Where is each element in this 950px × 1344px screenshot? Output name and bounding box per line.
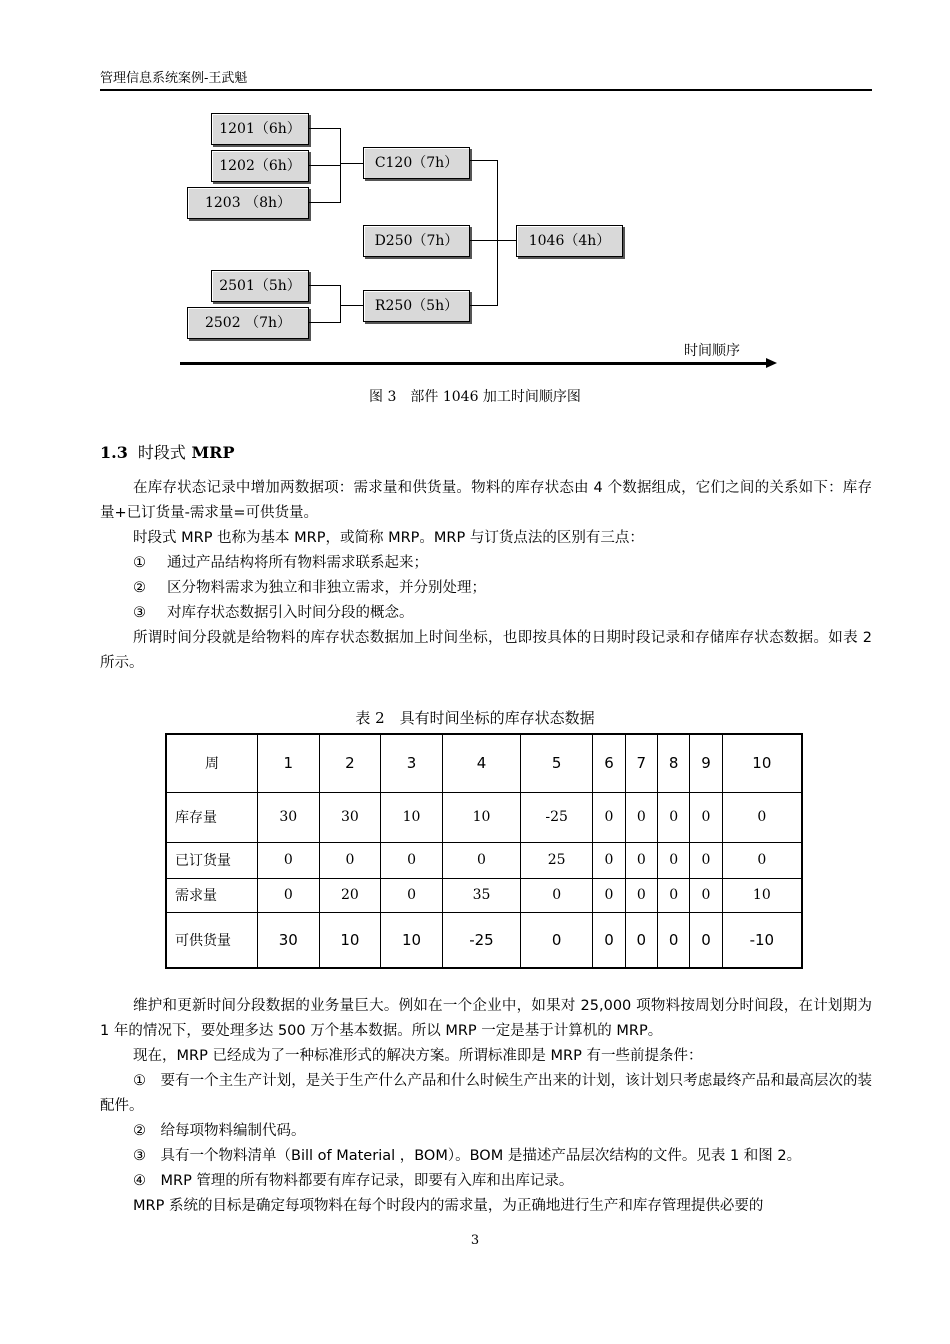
list-item: ④ MRP 管理的所有物料都要有库存记录，即要有入库和出库记录。 (133, 1173, 574, 1189)
connector-line (340, 163, 363, 164)
node-1046: 1046（4h） (516, 225, 623, 257)
table-cell: 10 (722, 878, 802, 912)
table-cell: 0 (381, 842, 443, 878)
table-cell: 0 (690, 842, 722, 878)
list-item: ③ 具有一个物料清单（Bill of Material ，BOM）。BOM 是描述产品层次结构的文件。见表 1 和图 2。 (133, 1148, 802, 1164)
table-header-cell: 2 (319, 734, 381, 792)
table-header-cell: 6 (593, 734, 625, 792)
table-header-cell: 7 (625, 734, 657, 792)
connector-line (340, 285, 341, 323)
node-R250: R250（5h） (363, 290, 470, 322)
figure-caption: 图 3 部件 1046 加工时间顺序图 (369, 389, 581, 405)
node-1203: 1203 （8h） (187, 187, 309, 219)
table-cell: 30 (258, 912, 320, 968)
connector-line (497, 160, 498, 306)
table-cell: 30 (319, 792, 381, 842)
table-cell: 10 (319, 912, 381, 968)
table-header-cell: 5 (521, 734, 593, 792)
paragraph: 在库存状态记录中增加两数据项：需求量和供货量。物料的库存状态由 4 个数据组成，它们之间的关系如下：库存量+已订货量-需求量=可供货量。 (100, 480, 872, 521)
table-cell: 0 (521, 878, 593, 912)
paragraph: 所谓时间分段就是给物料的库存状态数据加上时间坐标，也即按具体的日期时段记录和存储库存状态数据。如表 2 所示。 (100, 630, 872, 671)
connector-line (470, 240, 516, 241)
table-cell: 0 (593, 842, 625, 878)
node-1202: 1202（6h） (211, 150, 309, 182)
section-heading (100, 440, 234, 463)
table-cell: 0 (258, 842, 320, 878)
connector-line (309, 322, 341, 323)
list-item: ① 要有一个主生产计划，是关于生产什么产品和什么时候生产出来的计划，该计划只考虑最终产品和最高层次的装配件。 (100, 1073, 872, 1114)
table-cell: 0 (722, 842, 802, 878)
connector-line (309, 285, 341, 286)
inventory-status-table (165, 733, 803, 969)
table-cell: 0 (593, 912, 625, 968)
paragraph: 维护和更新时间分段数据的业务量巨大。例如在一个企业中，如果对 25,000 项物料按周划分时间段，在计划期为 1 年的情况下，要处理多达 500 万个基本数据。所以 MRP 一定是基于计算机的 MRP。 (100, 998, 872, 1039)
table-cell: 10 (381, 912, 443, 968)
table-cell: 0 (625, 842, 657, 878)
connector-line (309, 128, 341, 129)
arrow-head-icon (766, 358, 777, 368)
section-number: 1.3 (100, 443, 128, 462)
table-cell: -25 (442, 912, 520, 968)
connector-line (309, 202, 341, 203)
node-1201: 1201（6h） (211, 113, 309, 145)
table-header-cell: 8 (657, 734, 689, 792)
row-label: 需求量 (166, 878, 258, 912)
connector-line (340, 128, 341, 203)
table-cell: 0 (625, 792, 657, 842)
paragraph: 时段式 MRP 也称为基本 MRP，或简称 MRP。MRP 与订货点法的区别有三点： (133, 530, 644, 546)
table-cell: 0 (319, 842, 381, 878)
table-caption: 表 2 具有时间坐标的库存状态数据 (355, 709, 595, 727)
list-item: ② 给每项物料编制代码。 (133, 1123, 306, 1139)
table-header-row (166, 734, 802, 792)
table-cell: 0 (381, 878, 443, 912)
time-axis-arrow (180, 362, 768, 365)
table-cell: 0 (258, 878, 320, 912)
table-cell: 0 (690, 792, 722, 842)
node-D250: D250（7h） (363, 225, 470, 257)
node-C120: C120（7h） (363, 147, 470, 179)
table-row (166, 842, 802, 878)
table-cell: 10 (442, 792, 520, 842)
table-cell: 0 (722, 792, 802, 842)
paragraph: MRP 系统的目标是确定每项物料在每个时段内的需求量，为正确地进行生产和库存管理提供必要的 (133, 1198, 764, 1214)
table-header-cell: 周 (166, 734, 258, 792)
table-cell: 0 (593, 792, 625, 842)
table-header-cell: 9 (690, 734, 722, 792)
list-item: ③ 对库存状态数据引入时间分段的概念。 (133, 605, 414, 621)
table-cell: 0 (657, 878, 689, 912)
time-axis-label: 时间顺序 (684, 343, 740, 359)
connector-line (309, 165, 341, 166)
table-cell: 20 (319, 878, 381, 912)
connector-line (470, 305, 497, 306)
process-sequence-diagram (0, 0, 950, 400)
section-title: 时段式 (137, 443, 186, 462)
paragraph: 现在，MRP 已经成为了一种标准形式的解决方案。所谓标准即是 MRP 有一些前提条件： (133, 1048, 703, 1064)
table-cell: 0 (625, 878, 657, 912)
table-cell: 0 (657, 842, 689, 878)
list-item: ① 通过产品结构将所有物料需求联系起来； (133, 555, 428, 571)
table-header-cell: 1 (258, 734, 320, 792)
table-cell: 0 (625, 912, 657, 968)
row-label: 已订货量 (166, 842, 258, 878)
section-title-en: MRP (191, 443, 235, 462)
table-cell: 25 (521, 842, 593, 878)
table-header-cell: 3 (381, 734, 443, 792)
table-header-cell: 10 (722, 734, 802, 792)
node-2502: 2502 （7h） (187, 307, 309, 339)
page-header: 管理信息系统案例-王武魁 (100, 70, 872, 91)
table-cell: 0 (442, 842, 520, 878)
connector-line (470, 160, 497, 161)
row-label: 库存量 (166, 792, 258, 842)
table-cell: 0 (657, 792, 689, 842)
table-cell: -25 (521, 792, 593, 842)
table-cell: 30 (258, 792, 320, 842)
table-cell: 0 (690, 878, 722, 912)
table-cell: -10 (722, 912, 802, 968)
page-number: 3 (470, 1233, 480, 1248)
table-header-cell: 4 (442, 734, 520, 792)
table-cell: 35 (442, 878, 520, 912)
row-label: 可供货量 (166, 912, 258, 968)
connector-line (340, 305, 363, 306)
table-row (166, 912, 802, 968)
table-cell: 0 (690, 912, 722, 968)
node-2501: 2501（5h） (211, 270, 309, 302)
table-cell: 0 (657, 912, 689, 968)
table-row (166, 878, 802, 912)
list-item: ② 区分物料需求为独立和非独立需求，并分别处理； (133, 580, 486, 596)
table-cell: 0 (521, 912, 593, 968)
table-cell: 10 (381, 792, 443, 842)
table-cell: 0 (593, 878, 625, 912)
table-row (166, 792, 802, 842)
